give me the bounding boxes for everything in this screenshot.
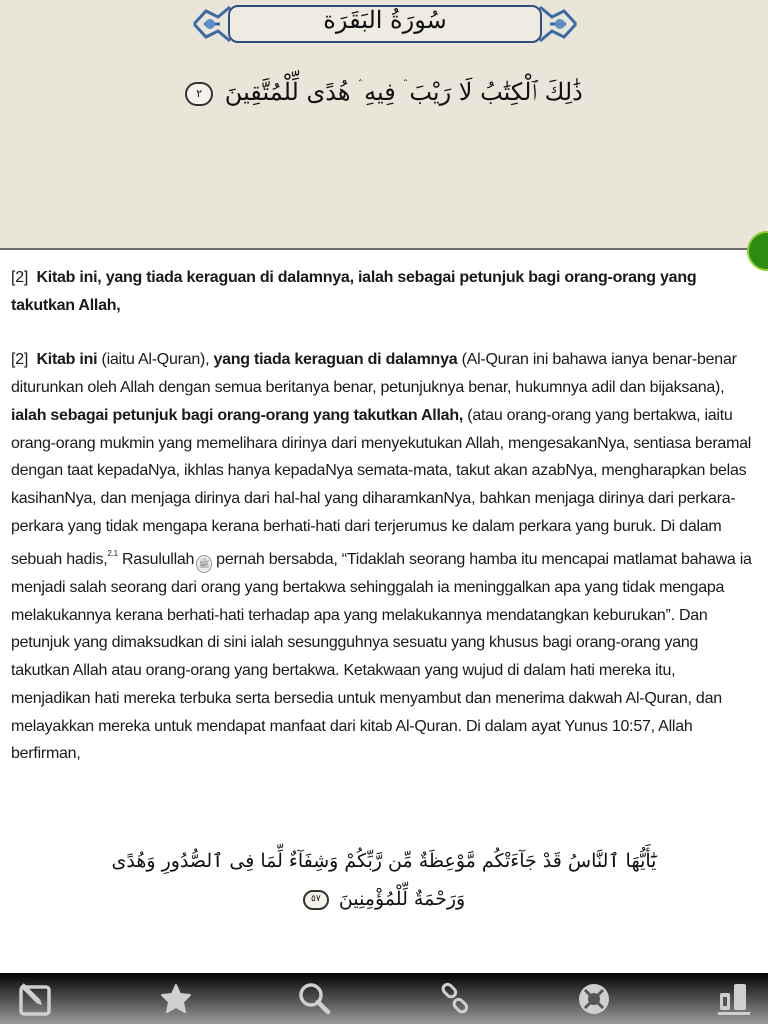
star-icon	[158, 981, 194, 1017]
ayah-number-marker: ٥٧	[303, 890, 329, 910]
tafsir-text: Rasulullah	[117, 551, 195, 569]
ayah-arabic-text	[150, 78, 618, 106]
surah-banner	[190, 3, 580, 45]
verse-ref: [2]	[11, 269, 29, 286]
lifebuoy-icon	[576, 981, 612, 1017]
footnote-link[interactable]: 2.1	[107, 549, 118, 559]
help-button[interactable]	[574, 979, 614, 1019]
link-button[interactable]	[435, 979, 475, 1019]
tafsir-bold: yang tiada keraguan di dalamnya	[213, 351, 458, 369]
tafsir-paragraph	[11, 346, 756, 768]
tafsir-text: pernah bersabda, “Tidaklah seorang hamba itu mencapai matlamat bahawa ia menjadi salah seorang dari orang yang bertakwa sehinggalah ia meninggalkan apa yang tidak mengapa melakukannya kerana berhati-hati terhadap apa yang melakukannya mendatangkan keburukan”. Dan petunjuk yang dimaksudkan di sini ialah sesungguhnya sesuatu yang khusus bagi orang-orang yang takutkan Allah atau orang-orang yang bertakwa. Ketakwaan yang wujud di dalam hati mereka itu, menjadikan hati mereka terbuka serta bersedia untuk menyambut dan menerima dakwah Al-Quran, dan melayakkan mereka untuk mendapat manfaat dari kitab Al-Quran. Di dalam ayat Yunus 10:57, Allah berfirman,	[11, 551, 752, 763]
edit-note-button[interactable]	[16, 979, 56, 1019]
bookmark-button[interactable]	[156, 979, 196, 1019]
translation-content	[11, 264, 756, 768]
tafsir-bold: Kitab ini	[36, 351, 98, 369]
tafsir-bold: ialah sebagai petunjuk bagi orang-orang yang takutkan Allah,	[11, 406, 464, 424]
quoted-ayah-arabic	[100, 842, 668, 918]
ayah-text: ذَٰلِكَ ٱلْكِتَٰبُ لَا رَيْبَ ۛ فِيهِ ۛ هُدًى لِّلْمُتَّقِينَ	[224, 78, 583, 106]
quoted-ayah-text: يَٰٓأَيُّهَا ٱلنَّاسُ قَدْ جَآءَتْكُم مَّوْعِظَةٌ مِّن رَّبِّكُمْ وَشِفَآءٌ لِّمَا فِى ٱلصُّدُورِ وَهُدًى وَرَحْمَةٌ لِّلْمُؤْمِنِينَ	[111, 850, 657, 910]
tafsir-text: (Al-Quran ini bahawa ianya benar-benar diturunkan oleh Allah dengan semua beritanya benar, petunjuknya benar, hukumnya adil dan bijaksana),	[11, 351, 737, 397]
search-button[interactable]	[295, 979, 335, 1019]
bar-chart-icon	[716, 981, 752, 1017]
tafsir-text: (iaitu Al-Quran),	[97, 351, 214, 369]
short-translation-text: Kitab ini, yang tiada keraguan di dalamnya, ialah sebagai petunjuk bagi orang-orang yang takutkan Allah,	[11, 269, 697, 314]
surah-title: سُورَةُ البَقَرَة	[323, 6, 447, 34]
link-icon	[437, 981, 473, 1017]
tafsir-text: (atau orang-orang yang bertakwa, iaitu orang-orang mukmin yang memelihara dirinya dari menyekutukan Allah, mengesakanNya, sentiasa beramal dengan taat kepadaNya, ikhlas hanya kepadaNya semata-mata, takut akan azabNya, mengharapkan belas kasihanNya, dan menjaga dirinya dari hal-hal yang diharamkanNya, bahkan menjaga dirinya dari perkara-perkara yang tidak mengapa kerana berhati-hati dari terjerumus ke dalam perkara yang buruk. Di dalam sebuah hadis,	[11, 406, 752, 569]
bottom-toolbar	[0, 973, 768, 1024]
arabic-panel	[0, 0, 768, 250]
ayah-number-marker: ٢	[185, 82, 213, 106]
search-icon	[297, 981, 333, 1017]
edit-note-icon	[18, 981, 54, 1017]
verse-ref: [2]	[11, 351, 29, 369]
short-translation	[11, 264, 756, 319]
salawat-icon: ﷺ	[196, 555, 212, 573]
stats-button[interactable]	[714, 979, 754, 1019]
